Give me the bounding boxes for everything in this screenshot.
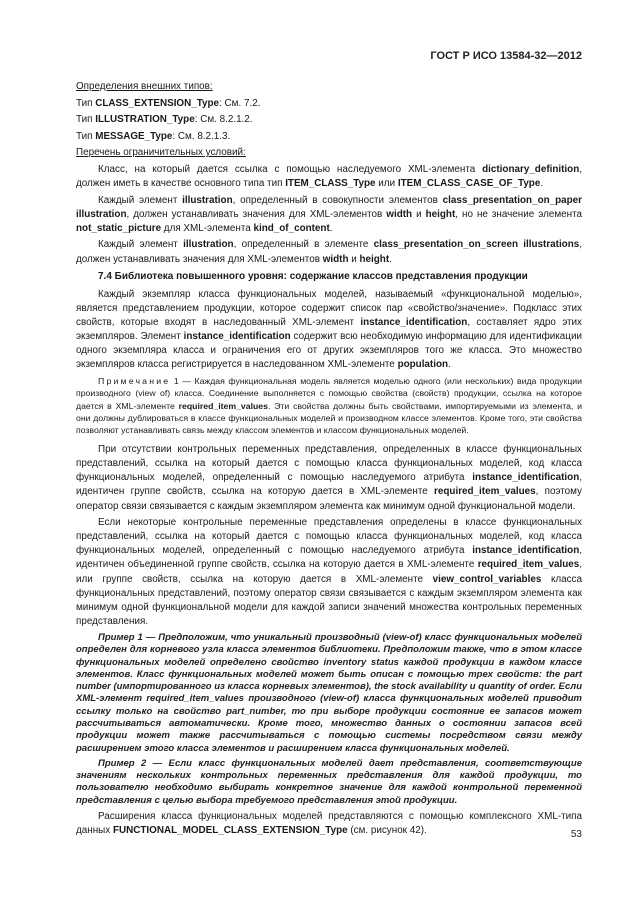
section-title: 7.4 Библиотека повышенного уровня: содержание классов представления продукции [98, 270, 528, 282]
note-paragraph: Примечание 1 — Каждая функциональная модель является моделью одного (или нескольких) вида продукции производного (view of) класса. Соединение выполняется с помощью свойства (свойств) продукции, ссылка на которое дается в XML-элементе required_item_values. Эти свойства должны быть свойствами, импортируемыми из элемента, и они должны дублироваться в классе функциональных моделей и производном классе элементов. Кроме того, эти свойства позволяют устанавливать связь между классом элементов и классом функциональных моделей. [76, 376, 582, 435]
constraint-paragraph: Каждый элемент illustration, определенный в элементе class_presentation_on_screen illustrations, должен устанавливать значения для XML-элементов width и height. [76, 239, 582, 265]
standard-header: ГОСТ Р ИСО 13584-32—2012 [430, 50, 582, 62]
constraints-heading: Перечень ограничительных условий: [76, 147, 246, 159]
ext-types-heading: Определения внешних типов: [76, 81, 213, 92]
document-body [76, 80, 582, 841]
constraint-paragraph: Каждый элемент illustration, определенный в совокупности элементов class_presentation_on_paper illustration, должен устанавливать значения для XML-элементов width и height, но не значение элемента not_static_picture для XML-элемента kind_of_content. [76, 194, 583, 234]
ext-type-item: Тип ILLUSTRATION_Type: См. 8.2.1.2. [76, 114, 253, 126]
example-paragraph: Пример 1 — Предположим, что уникальный производный (view-of) класс функциональных моделей определен для корневого узла класса элементов библиотеки. Предположим также, что в этом классе функциональных моделей определено свойство inventory status каждой продукции в каждом классе элементов. Класс функциональных моделей может быть описан с помощью трех свойств: the part number (импортированного из класса корневых элементов), the stock availability и quantity of order. Если XML-элемент required_item_values производного (view-of) класса функциональных моделей приводит ссылку только на свойство part_number, то при выборе продукции состояние ее запасов может рассчитываться автоматически. Кроме того, множество данных о состоянии запасов всей продукции может также рассчитываться с помощью системы посредством связи между расширением этого класса элементов и расширением класса функциональных моделей. [76, 631, 582, 754]
body-paragraph: Расширения класса функциональных моделей представляются с помощью комплексного XML-типа данных FUNCTIONAL_MODEL_CLASS_EXTENSION_Type (см. рисунок 42). [76, 811, 582, 837]
note-label: Примечание [98, 376, 171, 387]
body-paragraph: Каждый экземпляр класса функциональных моделей, называемый «функциональной моделью», является представлением продукции, которое содержит список пар «свойство/значение». Подкласс этих свойств, которые входят в наследованный XML-элемент instance_identification, составляет ядро этих экземпляров. Элемент instance_identification содержит всю необходимую информацию для идентификации одного экземпляра класса и ограничения его от других экземпляров того же класса. Это множество экземпляров класса регистрируется в наследованном XML-элементе population. [76, 288, 582, 371]
body-paragraph: При отсутствии контрольных переменных представления, определенных в классе функциональных представлений, ссылка на который дается с помощью класса функциональных моделей, код класса функциональных моделей, определенный с помощью наследуемого атрибута instance_identification, идентичен группе свойств, ссылка на которую дается в XML-элементе required_item_values, поэтому оператор связи связывается с каждым экземпляром элемента как минимум одной функциональной модели. [76, 444, 582, 512]
constraint-paragraph: Класс, на который дается ссылка с помощью наследуемого XML-элемента dictionary_definition, должен иметь в качестве основного типа тип ITEM_CLASS_Type или ITEM_CLASS_CASE_OF_Type. [76, 163, 582, 190]
ext-type-item: Тип MESSAGE_Type: См. 8.2.1.3. [76, 130, 231, 142]
body-paragraph: Если некоторые контрольные переменные представления определены в классе функциональных представлений, ссылка на который дается с помощью класса функциональных моделей, код класса функциональных моделей, определенный с помощью наследуемого атрибута instance_identification, идентичен объединенной группе свойств, ссылка на которую дается в XML-элементе required_item_values, или группе свойств, ссылка на которую дается в XML-элементе view_control_variables класса функциональных представлений, поэтому оператор связи связывается с каждым экземпляром элемента как минимум одной функциональной модели для каждой записи значений множества контрольных переменных представления. [76, 517, 582, 627]
example-paragraph: Пример 2 — Если класс функциональных моделей дает представления, соответствующие значениям нескольких контрольных переменных представления для каждой продукции, то пользователю необходимо выбирать конкретное значение для каждой контрольной переменной представления с целью выбора требуемого представления этой продукции. [76, 757, 582, 806]
page-number: 53 [570, 829, 582, 840]
ext-type-item: Тип CLASS_EXTENSION_Type: См. 7.2. [76, 97, 261, 109]
